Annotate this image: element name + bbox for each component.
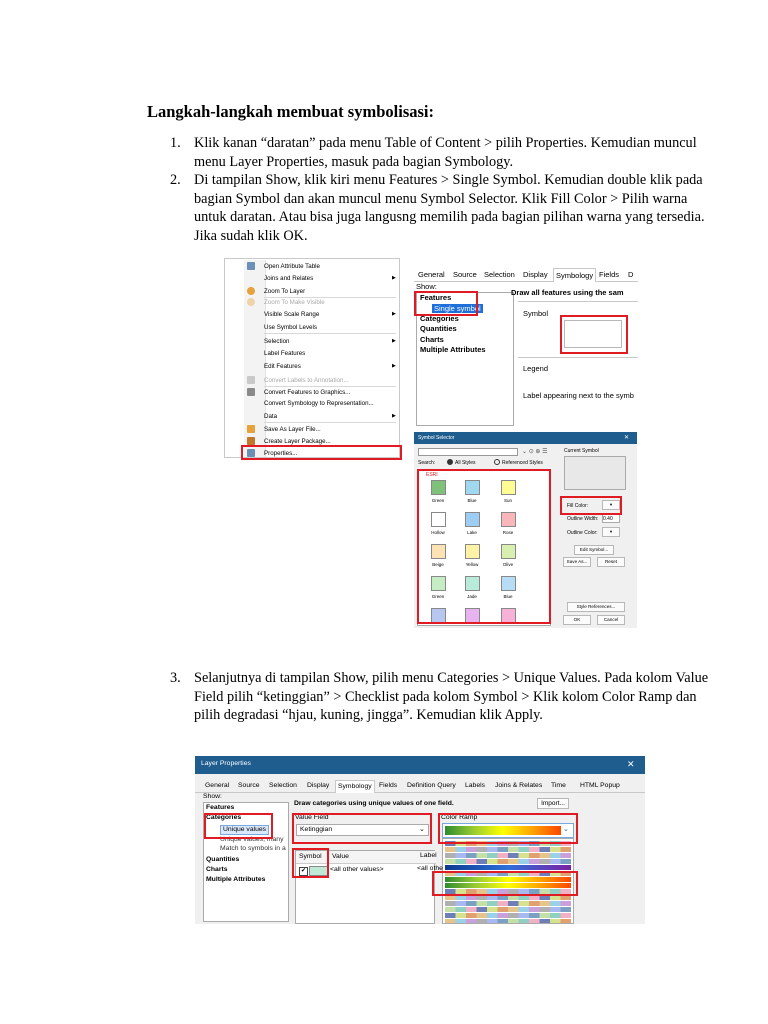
tab-symbology[interactable]: Symbology — [335, 780, 375, 793]
color-ramp-option[interactable] — [445, 913, 571, 918]
step-number: 3. — [170, 670, 181, 686]
submenu-arrow-icon: ▶ — [392, 363, 396, 369]
tree-match-symbols[interactable]: Match to symbols in a — [220, 845, 286, 852]
radio-referenced-styles[interactable] — [494, 459, 500, 465]
fill-color-label: Fill Color: — [567, 503, 589, 509]
color-ramp-label: Color Ramp — [441, 814, 478, 821]
heading-rule — [518, 301, 638, 302]
tab-display[interactable]: Display — [307, 782, 330, 789]
value-field-label: Value Field — [295, 814, 329, 821]
step-item — [170, 171, 714, 245]
chevron-down-icon: ▾ — [609, 529, 613, 534]
highlight-symbol-preview — [560, 315, 628, 354]
symbol-swatch-label: Jade — [467, 594, 477, 599]
tab-selection[interactable]: Selection — [269, 782, 297, 789]
menu-item[interactable]: Convert Labels to Annotation... — [264, 377, 349, 384]
menu-separator — [264, 422, 396, 423]
tab-labels[interactable]: Labels — [465, 782, 486, 789]
highlight-fill-color — [560, 496, 622, 515]
show-label: Show: — [416, 282, 437, 291]
highlight-value-field — [292, 813, 432, 844]
layer-file-icon — [247, 425, 255, 433]
highlight-single-symbol — [414, 291, 478, 316]
tree-categories[interactable]: Categories — [420, 314, 459, 323]
highlight-symbol-column — [292, 848, 329, 878]
steps-list-2 — [150, 669, 714, 725]
menu-item[interactable]: Zoom To Layer — [264, 288, 306, 295]
highlight-symbol-gallery — [417, 469, 551, 624]
tree-multiple-attributes[interactable]: Multiple Attributes — [206, 876, 266, 883]
color-ramp-option[interactable] — [445, 907, 571, 912]
menu-item[interactable]: Use Symbol Levels — [264, 324, 317, 331]
dialog-titlebar — [195, 756, 645, 774]
menu-item[interactable]: Save As Layer File... — [264, 426, 321, 433]
symbol-label: Symbol — [523, 309, 549, 318]
tree-categories[interactable]: Categories — [206, 814, 242, 821]
menu-item[interactable]: Data — [264, 413, 278, 420]
legend-text: Label appearing next to the symb — [523, 391, 634, 400]
cancel-button[interactable]: Cancel — [597, 615, 625, 625]
menu-item[interactable]: Edit Features — [264, 363, 301, 370]
tab-time[interactable]: Time — [551, 782, 566, 789]
outline-width-input[interactable]: 0.40 — [602, 514, 620, 523]
reset-button[interactable]: Reset — [597, 557, 625, 567]
package-icon — [247, 437, 255, 445]
referenced-styles-label: Referenced Styles — [502, 460, 543, 466]
close-icon[interactable]: ✕ — [624, 435, 630, 441]
dialog-title: Layer Properties — [201, 760, 251, 767]
color-ramp-option[interactable] — [445, 865, 571, 870]
symbol-swatch-label: Blue — [503, 594, 513, 599]
color-ramp-option[interactable] — [445, 853, 571, 858]
tree-features[interactable]: Features — [206, 804, 235, 811]
menu-item[interactable]: Convert Symbology to Representation... — [264, 400, 374, 407]
tab-fields[interactable]: Fields — [379, 782, 398, 789]
tab-source[interactable]: Source — [238, 782, 260, 789]
submenu-arrow-icon: ▶ — [392, 413, 396, 419]
color-ramp-option[interactable] — [445, 859, 571, 864]
tab-general[interactable]: General — [418, 270, 445, 279]
menu-item[interactable]: Joins and Relates — [264, 275, 314, 282]
menu-item[interactable]: Visible Scale Range — [264, 311, 320, 318]
row-value: <all other values> — [330, 866, 384, 873]
row-label: <all othe — [417, 865, 443, 872]
symbol-checkbox[interactable]: ✔ — [300, 868, 307, 874]
highlight-color-ramp — [438, 813, 578, 844]
chevron-down-icon: ⌄ — [419, 826, 425, 833]
symbol-swatch-label: Green — [431, 594, 445, 599]
highlight-selected-ramp — [432, 871, 578, 896]
submenu-arrow-icon: ▶ — [392, 338, 396, 344]
menu-item[interactable]: Label Features — [264, 350, 306, 357]
current-symbol-preview — [564, 456, 626, 490]
all-styles-label: All Styles — [455, 460, 476, 466]
document-heading: Langkah-langkah membuat symbolisasi: — [147, 102, 434, 121]
tree-charts[interactable]: Charts — [206, 866, 228, 873]
tree-multiple-attributes[interactable]: Multiple Attributes — [420, 345, 486, 354]
tree-features[interactable]: Features — [420, 293, 452, 302]
symbol-swatch-label: Lake — [467, 530, 477, 535]
symbol-swatch-label: Yellow — [465, 562, 479, 567]
outline-width-label: Outline Width: — [567, 516, 599, 522]
value-field-value: Ketinggian — [300, 826, 333, 833]
color-ramp-option[interactable] — [445, 901, 571, 906]
color-ramp-option[interactable] — [445, 847, 571, 852]
symbol-swatch-label: Olive — [502, 562, 514, 567]
legend-rule — [518, 357, 638, 358]
zoom-icon — [247, 298, 255, 306]
tab-definition-query[interactable]: Definition Query — [407, 782, 456, 789]
tab-general[interactable]: General — [205, 782, 230, 789]
menu-item[interactable]: Open Attribute Table — [264, 263, 320, 270]
menu-item[interactable]: Selection — [264, 338, 290, 345]
symbol-swatch-label: Blue — [467, 498, 477, 503]
symbol-swatch-label: Rose — [502, 530, 514, 535]
menu-item[interactable]: Properties... — [264, 450, 298, 457]
radio-all-styles[interactable] — [447, 459, 453, 465]
zoom-icon — [247, 287, 255, 295]
tab-divider — [414, 281, 638, 282]
submenu-arrow-icon: ▶ — [392, 275, 396, 281]
steps-list-1 — [150, 134, 714, 246]
tab-divider — [195, 792, 645, 793]
tab-display[interactable]: Display — [523, 270, 548, 279]
show-label: Show: — [203, 793, 222, 800]
tab-symbology[interactable]: Symbology — [553, 268, 596, 282]
highlight-unique-values — [204, 813, 273, 839]
submenu-arrow-icon: ▶ — [392, 311, 396, 317]
style-references-button[interactable]: Style References... — [567, 602, 625, 612]
symbol-swatch-label: Hollow — [431, 530, 445, 535]
color-ramp-option[interactable] — [445, 919, 571, 924]
tab-more[interactable]: D — [628, 270, 634, 279]
tab-fields[interactable]: Fields — [599, 270, 620, 279]
search-label: Search: — [418, 460, 436, 466]
menu-item[interactable]: Create Layer Package... — [264, 438, 331, 445]
ok-button[interactable]: OK — [563, 615, 591, 625]
tab-html-popup[interactable]: HTML Popup — [580, 782, 620, 789]
symbol-swatch-label: Green — [431, 498, 445, 503]
tree-quantities[interactable]: Quantities — [420, 324, 457, 333]
symbol-selector-titlebar — [414, 432, 637, 444]
step-text: Selanjutnya di tampilan Show, pilih menu Categories > Unique Values. Pada kolom Value Field pilih “ketinggian” > Checklist pada kolom Symbol > Klik kolom Color Ramp dan pilih degradasi “hjau, kuning, jingga”. Kemudian klik Apply. — [194, 670, 709, 724]
convert-icon — [247, 388, 255, 396]
symbol-swatch-label: Sun — [503, 498, 512, 503]
symbology-heading: Draw categories using unique values of one field. — [294, 800, 454, 807]
menu-separator — [264, 333, 396, 334]
step-text: Di tampilan Show, klik kiri menu Features > Single Symbol. Kemudian double klik pada bagian Symbol dan akan muncul menu Symbol Selector. Klik Fill Color > Pilih warna untuk daratan. Atau bisa juga langusng memilih pada bagian pilihan warna yang tersedia. Jika sudah klik OK. — [194, 172, 705, 244]
close-icon[interactable]: ✕ — [627, 759, 635, 769]
search-tools-icon[interactable]: ⌄ ⊙ ⊕ ☰ — [522, 449, 548, 455]
col-symbol-header[interactable]: Symbol — [299, 853, 322, 860]
chevron-down-icon: ⌄ — [563, 826, 569, 833]
tree-charts[interactable]: Charts — [420, 335, 444, 344]
style-group-label: ESRI — [426, 472, 438, 478]
chevron-down-icon: ▾ — [609, 502, 613, 507]
convert-icon — [247, 376, 255, 384]
step-number: 2. — [170, 172, 181, 189]
tree-single-symbol[interactable]: Single symbol — [434, 304, 481, 313]
symbol-swatch-label: Beige — [432, 562, 444, 567]
save-as-button[interactable]: Save As... — [563, 557, 591, 567]
context-menu — [222, 258, 402, 460]
step-number: 1. — [170, 135, 181, 151]
step-item — [170, 669, 714, 725]
current-symbol-label: Current Symbol — [564, 448, 599, 454]
tree-unique-values-many[interactable]: Unique values, many — [220, 836, 284, 843]
tree-unique-values[interactable]: Unique values — [220, 825, 269, 835]
menu-item[interactable]: Zoom To Make Visible — [264, 299, 325, 306]
col-value-header[interactable]: Value — [332, 853, 349, 860]
col-label-header[interactable]: Label — [420, 852, 437, 859]
tab-source[interactable]: Source — [453, 270, 477, 279]
edit-symbol-button[interactable]: Edit Symbol... — [574, 545, 614, 555]
legend-label: Legend — [523, 364, 549, 373]
tree-quantities[interactable]: Quantities — [206, 856, 240, 863]
search-input[interactable] — [418, 448, 518, 456]
highlight-properties — [241, 445, 402, 460]
step-item — [170, 134, 714, 171]
tab-joins-relates[interactable]: Joins & Relates — [495, 782, 543, 789]
outline-color-button[interactable] — [602, 527, 620, 537]
outline-color-label: Outline Color: — [567, 530, 598, 536]
symbol-selector-title: Symbol Selector — [418, 435, 455, 441]
symbology-heading: Draw all features using the sam — [511, 288, 624, 297]
tab-selection[interactable]: Selection — [484, 270, 515, 279]
step-text: Klik kanan “daratan” pada menu Table of Content > pilih Properties. Kemudian muncul menu Layer Properties, masuk pada bagian Symbology. — [194, 135, 697, 170]
menu-item[interactable]: Convert Features to Graphics... — [264, 389, 351, 396]
import-button[interactable]: Import... — [537, 798, 569, 809]
table-icon — [247, 262, 255, 270]
